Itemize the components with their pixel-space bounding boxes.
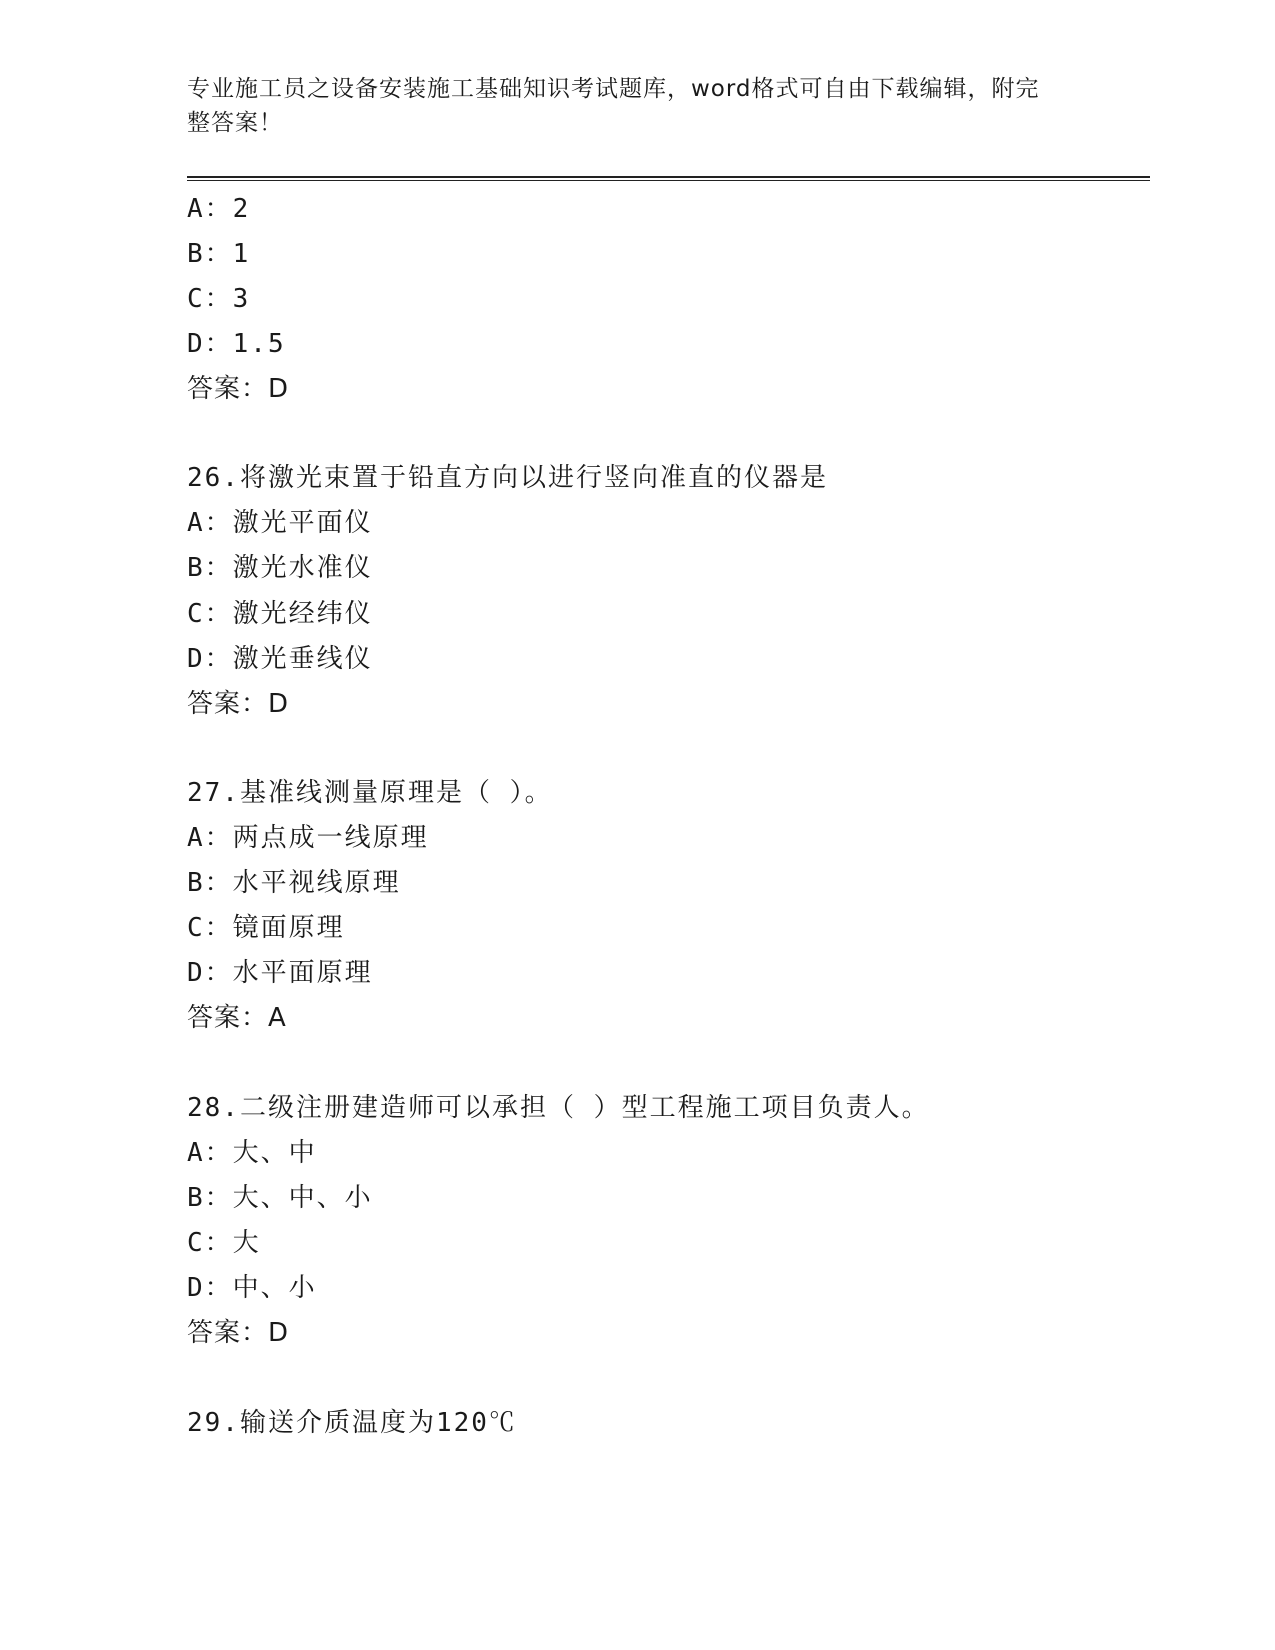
- q28-answer: 答案：D: [187, 1318, 290, 1348]
- q28-option-a: A：大、中: [187, 1138, 317, 1168]
- q26-option-c: C：激光经纬仪: [187, 599, 373, 629]
- document-header: [187, 72, 1067, 140]
- q25-option-c: C：3: [187, 284, 251, 314]
- q28-stem: 28.二级注册建造师可以承担（ ）型工程施工项目负责人。: [187, 1093, 930, 1123]
- q29-stem: 29.输送介质温度为120℃: [187, 1408, 517, 1438]
- q25-answer: 答案：D: [187, 374, 290, 404]
- q27-stem: 27.基准线测量原理是（ ）。: [187, 778, 553, 808]
- q25-option-b: B：1: [187, 239, 251, 269]
- q28-option-b: B：大、中、小: [187, 1183, 373, 1213]
- header-divider: [187, 176, 1150, 181]
- header-line-1: 专业施工员之设备安装施工基础知识考试题库，word格式可自由下载编辑，附完: [187, 76, 1040, 102]
- q27-option-c: C：镜面原理: [187, 913, 345, 943]
- q27-option-d: D：水平面原理: [187, 958, 373, 988]
- q26-option-a: A：激光平面仪: [187, 508, 373, 538]
- q25-option-a: A：2: [187, 194, 251, 224]
- q26-answer: 答案：D: [187, 689, 290, 719]
- q26-option-b: B：激光水准仪: [187, 553, 373, 583]
- q26-option-d: D：激光垂线仪: [187, 644, 373, 674]
- q27-option-a: A：两点成一线原理: [187, 823, 429, 853]
- header-line-2: 整答案！: [187, 110, 283, 136]
- q27-answer: 答案：A: [187, 1003, 287, 1033]
- q25-option-d: D：1.5: [187, 329, 286, 359]
- q28-option-c: C：大: [187, 1228, 261, 1258]
- q28-option-d: D：中、小: [187, 1273, 317, 1303]
- q27-option-b: B：水平视线原理: [187, 868, 401, 898]
- q26-stem: 26.将激光束置于铅直方向以进行竖向准直的仪器是: [187, 463, 828, 493]
